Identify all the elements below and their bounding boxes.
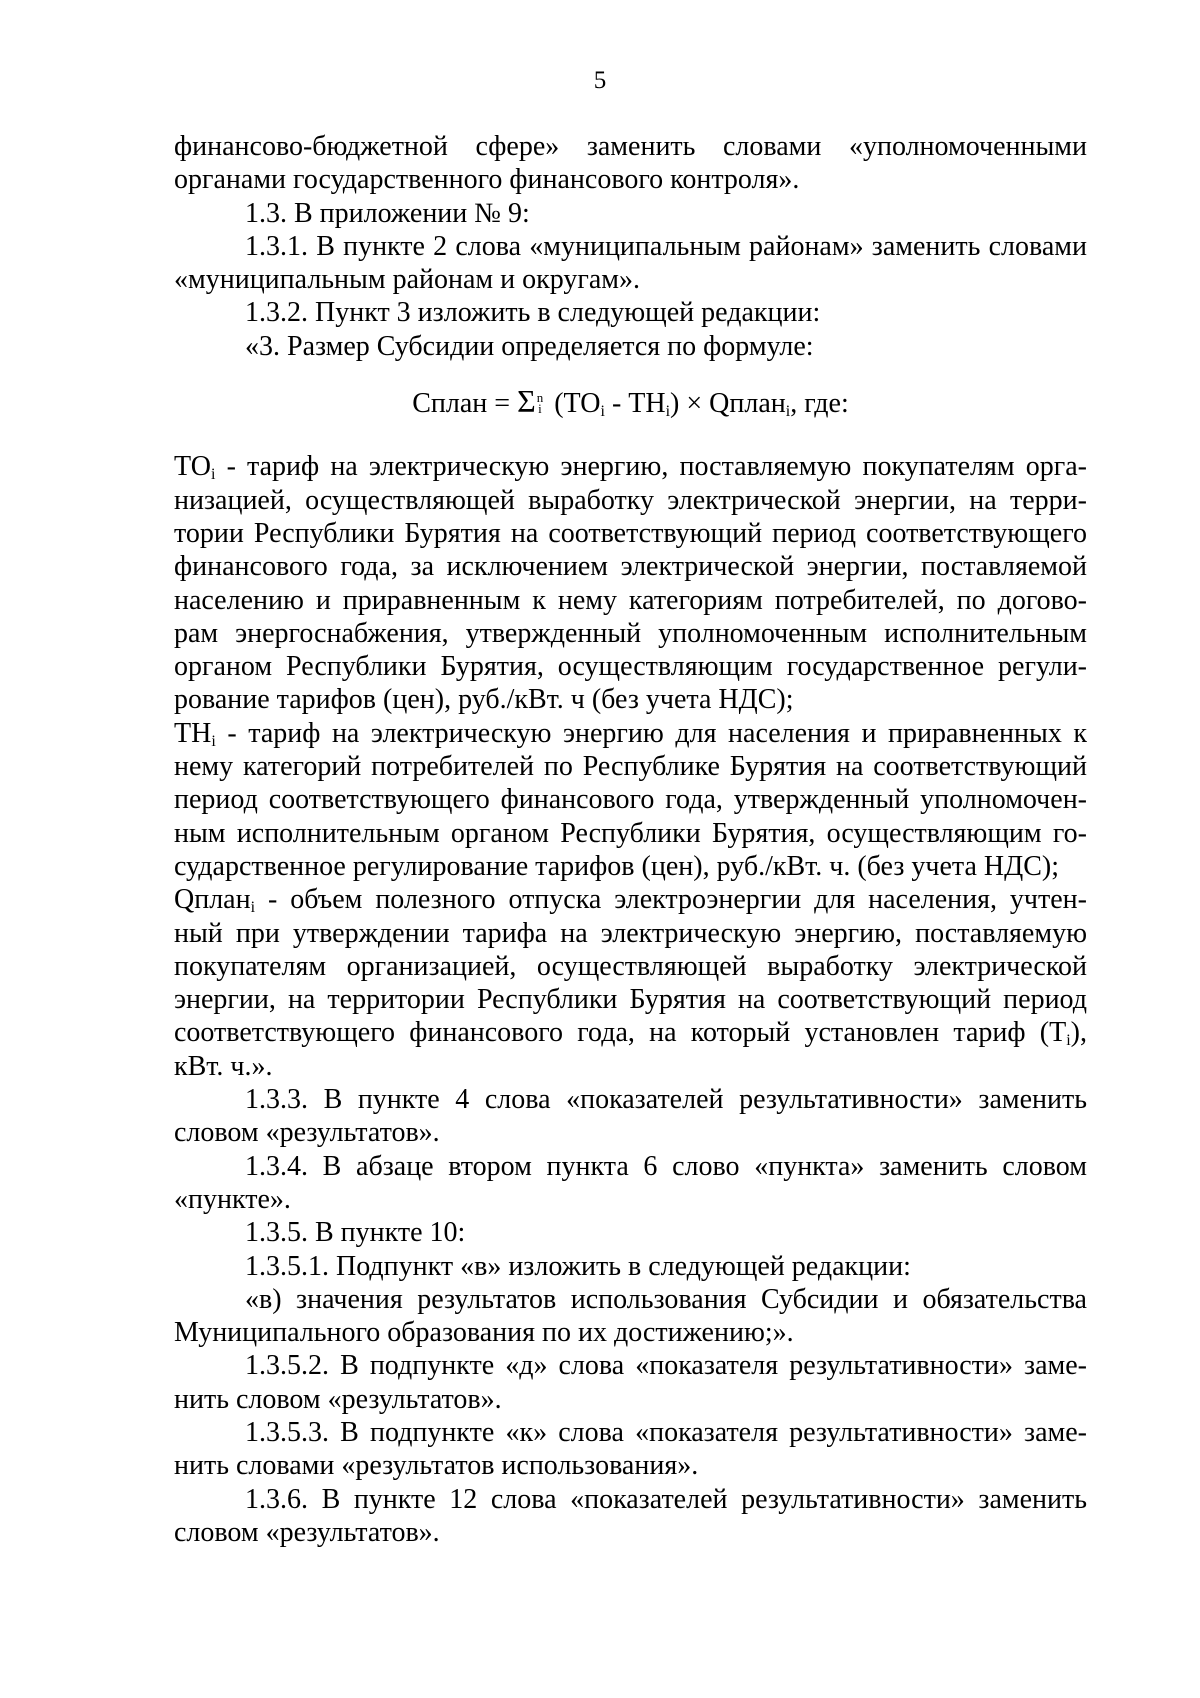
tn-symbol: ТН (174, 717, 212, 749)
sigma-lower: i (538, 400, 542, 416)
qplan-description: - объем полезного отпуска электроэнергии для населения, учтен-ный при утверждении тарифа на электрическую энергию, поставляемую покупателям организацией, осуществляющей выработку электрической энергии, на территории Республики Бурятия на соответствующий период соответствующего финансового года, на который установлен тариф (Т (174, 884, 1087, 1049)
paragraph-1-3-1: 1.3.1. В пункте 2 слова «муниципальным районам» заменить словами «муниципальным районам и округам». (174, 230, 1087, 296)
sigma-upper: n (536, 389, 544, 405)
formula-sub-tn: i (665, 403, 671, 421)
paragraph-1-3-6: 1.3.6. В пункте 12 слова «показателей результативности» заменить словом «результатов». (174, 1483, 1087, 1548)
sigma-symbol: Σ (517, 383, 536, 420)
qplan-description-end: ), кВт. ч.». (174, 1017, 1087, 1082)
formula-sub-to: i (600, 403, 605, 421)
subsidy-formula (174, 385, 1087, 420)
paragraph-1-3-3: 1.3.3. В пункте 4 слова «показателей результативности» заменить словом «результатов». (174, 1084, 1087, 1149)
paragraph-1-3-5: 1.3.5. В пункте 10: (245, 1217, 466, 1249)
paragraph-1-3-2: 1.3.2. Пункт 3 изложить в следующей редакции: (245, 297, 821, 329)
paragraph-1-3-4: 1.3.4. В абзаце втором пункта 6 слово «пункта» заменить словом «пункте». (174, 1150, 1087, 1215)
paragraph-1-3: 1.3. В приложении № 9: (245, 197, 530, 229)
formula-tail: , где: (790, 388, 849, 420)
paragraph-1-3-5-1: 1.3.5.1. Подпункт «в» изложить в следующей редакции: (245, 1250, 911, 1282)
definition-tn (174, 717, 1087, 883)
paragraph-1-3-5-1-quote: «в) значения результатов использования Субсидии и обязательства Муниципального образования по их достижению;». (174, 1283, 1087, 1349)
paragraph-continuation: финансово-бюджетной сфере» заменить словами «уполномоченными органами государственного финансового контроля». (174, 131, 1087, 196)
qplan-t-subscript: i (1066, 1032, 1071, 1050)
paragraph-1-3-5-2: 1.3.5.2. В подпункте «д» слова «показателя результативности» заме-нить словом «результатов». (174, 1350, 1087, 1415)
qplan-symbol: Qплан (174, 884, 251, 916)
formula-open: (ТО (547, 388, 601, 420)
definition-qplan (174, 883, 1087, 1083)
formula-sub-q: i (785, 403, 791, 421)
sigma-limits (536, 389, 544, 416)
tn-description: - тариф на электрическую энергию для населения и приравненных к нему категорий потребителей по Республике Бурятия на соответствующий период соответствующего финансового года, утвержденный уполномочен-ным исполнительным органом Республики Бурятия, осуществляющим го-сударственное регулирование тарифов (цен), руб./кВт. ч. (без учета НДС); (174, 717, 1087, 882)
qplan-subscript: i (250, 899, 256, 917)
to-subscript: i (210, 466, 216, 484)
to-symbol: ТО (174, 451, 211, 483)
page-number: 5 (593, 67, 607, 94)
formula-lhs: Сплан = (412, 388, 518, 420)
to-description: - тариф на электрическую энергию, поставляемую покупателям орга-низацией, осуществляющей выработку электрической энергии, на терри-тории Республики Бурятия на соответствующий период соответствующего финансового года, за исключением электрической энергии, поставляемой населению и приравненным к нему категориям потребителей, по догово-рам энергоснабжения, утвержденный уполномоченным исполнительным органом Республики Бурятия, осуществляющим государственное регули-рование тарифов (цен), руб./кВт. ч (без учета НДС); (174, 451, 1087, 716)
paragraph-formula-intro: «3. Размер Субсидии определяется по формуле: (245, 330, 814, 362)
document-body (174, 130, 1087, 1549)
formula-times: ) × Qплан (670, 388, 786, 420)
formula-minus: - ТН (604, 388, 666, 420)
paragraph-1-3-5-3: 1.3.5.3. В подпункте «к» слова «показателя результативности» заме-нить словами «результатов использования». (174, 1416, 1087, 1482)
tn-subscript: i (211, 732, 216, 750)
definition-to (174, 450, 1087, 716)
